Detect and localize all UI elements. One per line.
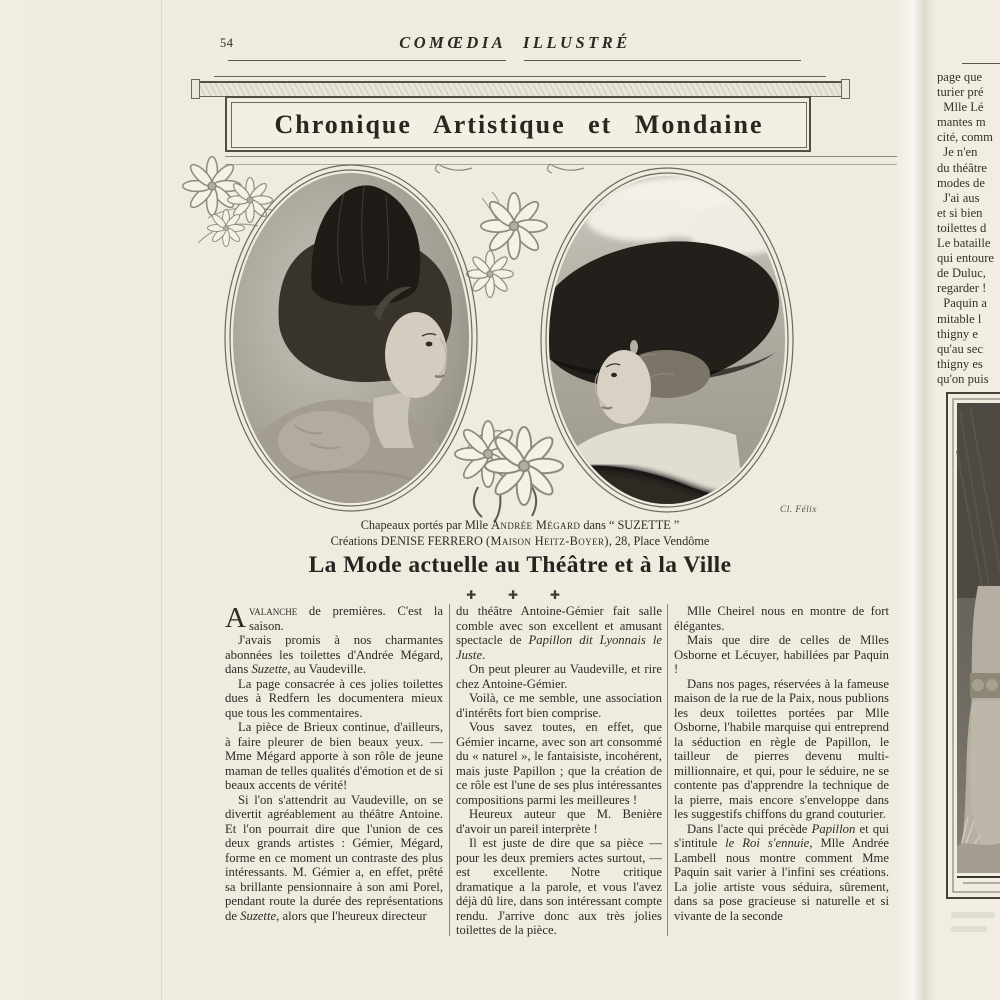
text-segment: Suzette — [240, 908, 277, 923]
adjacent-page-photo-fragment — [946, 391, 1000, 905]
paragraph — [674, 604, 889, 633]
fragment-line: qu'au sec — [937, 341, 983, 356]
text-segment: Chapeaux portés par Mlle — [360, 518, 492, 532]
text-segment: Papillon — [811, 821, 856, 836]
section-banner — [225, 96, 811, 152]
pediment-endcap-right — [841, 79, 850, 99]
portrait-photo-right-wide-hat — [536, 167, 799, 515]
text-segment: On peut pleurer au Vaudeville, et rire chez Antoine-Gémier. — [456, 662, 662, 691]
fragment-line: mitable l — [937, 311, 982, 326]
text-segment: le Roi s'ennuie — [725, 836, 810, 850]
masthead-title: COMŒDIA ILLUSTRÉ — [399, 33, 631, 52]
article-column-1 — [225, 604, 443, 923]
adjacent-page-text-fragment — [937, 70, 1000, 390]
fragment-line: turier pré — [937, 85, 984, 100]
article-title: La Mode actuelle au Théâtre et à la Ville — [308, 552, 732, 578]
fragment-line: et si bien — [937, 205, 983, 220]
section-banner-title: Chronique Artistique et Mondaine — [274, 110, 764, 139]
text-segment: Vous savez toutes, en effet, que Gémier incarne, avec son art consommé du « naturel », le fantaisiste, incohérent, mais juste Papillon ; que la création de ce rôle est l'une de ses plus intéressantes compositions parmi les meilleures ! — [456, 720, 662, 807]
pediment-cornice — [199, 81, 841, 97]
text-segment: Mais que dire de celles de Mlles Osborne et Lécuyer, habillées par Paquin ! — [674, 633, 889, 676]
text-segment: Dans nos pages, réservées à la fameuse maison de la rue de la Paix, nous publions les deux toilettes portées par Mlle Osborne, l'habile marquise qui entreprend la séduction en règle de Papillon, le tailleur de pierres devenu multi-millionnaire, et qui, pour le séduire, ne se contente pas d'apprendre la technique de la pierre, mais encore s'enveloppe dans les suggestifs chiffons du grand couturier. — [674, 676, 889, 821]
text-segment: Heureux auteur que M. Benière d'avoir un pareil interprète ! — [456, 807, 662, 836]
adjacent-page-faint-caption-2 — [951, 926, 987, 932]
paragraph — [456, 807, 662, 836]
header-rule-left — [228, 60, 506, 61]
photo-caption — [235, 517, 805, 549]
adjacent-page-faint-caption — [951, 912, 995, 918]
text-segment: Voilà, ce me semble, une association d'intérêts fort bien comprise. — [456, 691, 662, 720]
paragraph — [225, 677, 443, 721]
paragraph — [456, 720, 662, 807]
header-rule-right — [524, 60, 801, 61]
text-segment: , au Vaudeville. — [287, 662, 367, 676]
text-segment: La page consacrée à ces jolies toilettes dues à Redfern les documentera mieux que tous les commentaires. — [225, 676, 443, 720]
paragraph — [456, 691, 662, 720]
fragment-line: modes de — [937, 175, 985, 190]
text-segment: Mlle Cheirel nous en montre de fort élégantes. — [674, 604, 889, 633]
page-number: 54 — [220, 36, 234, 50]
text-segment: La pièce de Brieux continue, d'ailleurs, à faire pleurer de bien beaux yeux. — Mme Mégard apporte à son rôle de jeune maman de telles qualités d'émotion et de si beaux accents de vérité! — [225, 720, 443, 792]
fragment-line: Le bataille — [937, 236, 991, 251]
paragraph — [674, 677, 889, 822]
paragraph — [225, 793, 443, 924]
fragment-line: Je n'en — [937, 145, 978, 160]
fragment-line: regarder ! — [937, 281, 987, 296]
fragment-line: thigny e — [937, 326, 978, 341]
portrait-photo-left-tall-hat — [224, 163, 478, 513]
fragment-line: qui entoure — [937, 251, 995, 266]
text-segment: Suzette — [251, 662, 288, 676]
text-segment: , Mlle Andrée Lambell nous montre comment Mme Paquin sait varier à l'infini ses créations. La jolie artiste vous séduira, sûrement, dans sa pose gracieuse si naturelle et si vivante de la seconde — [674, 836, 890, 923]
paragraph — [674, 633, 889, 677]
adjacent-page-rule — [962, 63, 1000, 64]
column-divider-2 — [667, 604, 668, 936]
text-segment: Il est juste de dire que sa pièce — pour les deux premiers actes surtout, — est excellente. Notre critique dramatique a la parole, et vous l'avez déjà dû lire, dans son intéressant compte rendu. J'arrive donc aux très jolies toilettes de la pièce. — [456, 836, 662, 937]
text-segment: , alors que l'heureux directeur — [276, 908, 427, 923]
fragment-line: toilettes d — [937, 220, 987, 235]
fragment-line: Mlle Lé — [937, 100, 984, 115]
article-column-2 — [456, 604, 662, 938]
text-segment: (Maison Heitz-Boyer) — [486, 534, 609, 548]
column-divider-1 — [449, 604, 450, 936]
paragraph — [674, 822, 889, 924]
text-segment: dans “ SUZETTE ” — [580, 518, 680, 532]
text-segment: et qui s'intitule — [674, 821, 889, 850]
pediment-top-line — [214, 76, 826, 77]
text-segment: Si l'on s'attendrit au Vaudeville, on se divertit agréablement au théâtre Antoine. Et l'on pourrait dire que l'union de ces deux grands artistes : Gémier, Mégard, forme en ce moment un contraste des plus intéressants. M. Gémier a, en effet, prêté sa brillante pensionnaire à son ami Porel, pendant route la durée des représentations de — [225, 792, 443, 923]
photo-caption-line1 — [235, 517, 805, 533]
ornament-crosses: ✚ ✚ ✚ — [466, 588, 574, 602]
page-gutter-shadow — [894, 0, 936, 1000]
text-segment: valanche — [248, 604, 298, 618]
fragment-line: Paquin a — [937, 296, 988, 311]
page-left-crease — [161, 0, 162, 1000]
fragment-line: page que — [937, 70, 983, 84]
paragraph — [456, 604, 662, 662]
page-left-margin — [0, 0, 161, 1000]
fragment-line: J'ai aus — [937, 190, 980, 205]
text-segment: Andrée Mégard — [491, 518, 581, 532]
text-segment: Créations DENISE FERRERO — [330, 534, 486, 548]
fragment-line: cité, comm — [937, 130, 993, 145]
fragment-line: de Duluc, — [937, 266, 986, 281]
drop-cap: A — [225, 602, 246, 634]
fragment-line: qu'on puis — [937, 371, 989, 386]
text-segment: . — [482, 647, 486, 662]
fragment-line: thigny es — [937, 356, 983, 371]
text-segment: J'avais promis à nos charmantes abonnées les toilettes d'Andrée Mégard, dans — [225, 633, 443, 676]
article-column-3 — [674, 604, 889, 923]
text-segment: de premières. C'est la saison. — [248, 604, 443, 633]
text-segment: Papillon dit Lyonnais le Juste — [456, 633, 662, 662]
paragraph — [456, 662, 662, 691]
paragraph — [225, 604, 443, 633]
text-segment: du théâtre Antoine-Gémier fait salle comble avec son excellent et amusant spectacle de — [456, 604, 662, 647]
text-segment: Dans l'acte qui précède — [687, 821, 812, 836]
photo-caption-line2 — [235, 533, 805, 549]
photo-credit: Cl. Félix — [780, 505, 817, 515]
pediment-endcap-left — [191, 79, 200, 99]
section-banner-frame — [231, 102, 807, 148]
fragment-line: mantes m — [937, 115, 986, 130]
banner-under-rule — [225, 156, 897, 157]
fragment-line: du théâtre — [937, 160, 987, 175]
paragraph — [456, 836, 662, 938]
paragraph — [225, 720, 443, 793]
paragraph — [225, 633, 443, 677]
text-segment: , 28, Place Vendôme — [608, 534, 710, 548]
